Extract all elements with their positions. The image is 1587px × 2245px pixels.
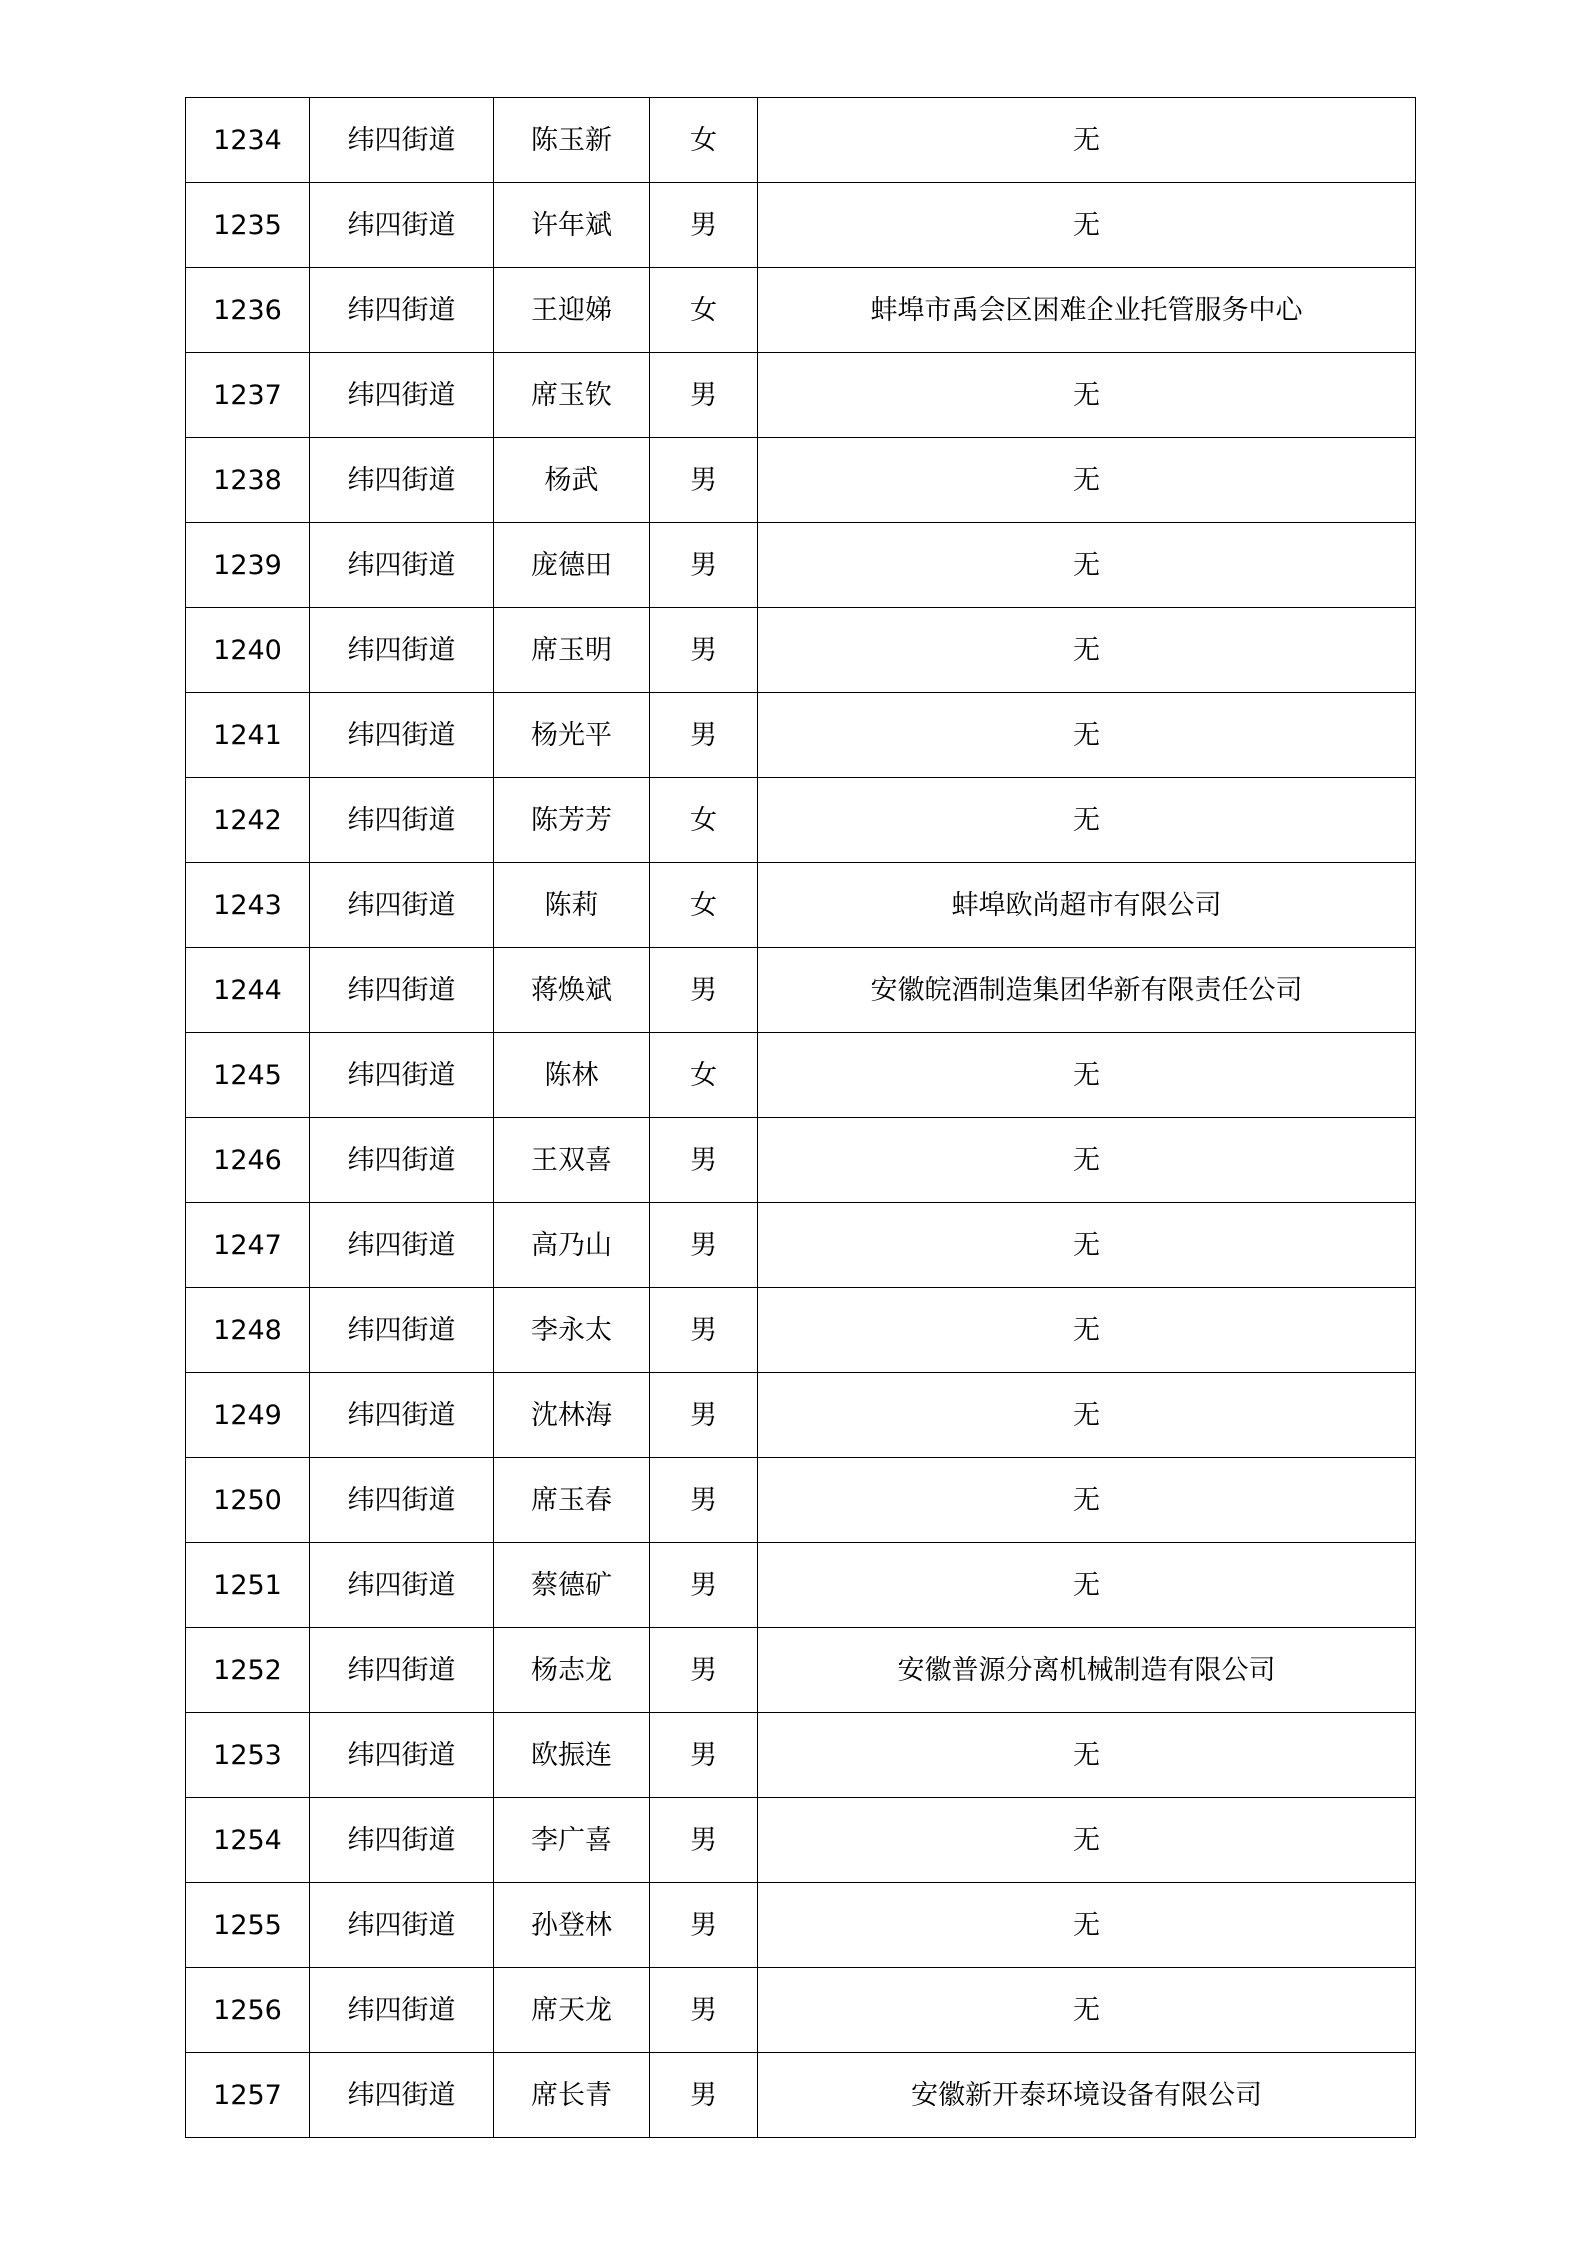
street-cell: 纬四街道 (310, 778, 494, 863)
gender-cell: 男 (650, 1373, 758, 1458)
name-cell: 席玉钦 (494, 353, 650, 438)
name-cell: 蔡德矿 (494, 1543, 650, 1628)
name-cell: 李永太 (494, 1288, 650, 1373)
employer-cell: 无 (758, 1288, 1416, 1373)
row-number-cell: 1237 (186, 353, 310, 438)
table-row (186, 1628, 1416, 1713)
row-number-cell: 1246 (186, 1118, 310, 1203)
table-row (186, 1033, 1416, 1118)
street-cell: 纬四街道 (310, 608, 494, 693)
gender-cell: 男 (650, 693, 758, 778)
table-row (186, 1458, 1416, 1543)
gender-cell: 男 (650, 1628, 758, 1713)
employer-cell: 无 (758, 1373, 1416, 1458)
street-cell: 纬四街道 (310, 693, 494, 778)
table-row (186, 268, 1416, 353)
row-number-cell: 1253 (186, 1713, 310, 1798)
table-row (186, 1288, 1416, 1373)
name-cell: 庞德田 (494, 523, 650, 608)
employer-cell: 无 (758, 778, 1416, 863)
gender-cell: 男 (650, 353, 758, 438)
street-cell: 纬四街道 (310, 1628, 494, 1713)
gender-cell: 男 (650, 183, 758, 268)
street-cell: 纬四街道 (310, 2053, 494, 2138)
name-cell: 席长青 (494, 2053, 650, 2138)
name-cell: 陈芳芳 (494, 778, 650, 863)
table-row (186, 693, 1416, 778)
street-cell: 纬四街道 (310, 438, 494, 523)
gender-cell: 女 (650, 1033, 758, 1118)
roster-table-body (186, 98, 1416, 2138)
table-row (186, 1203, 1416, 1288)
name-cell: 席玉明 (494, 608, 650, 693)
employer-cell: 无 (758, 183, 1416, 268)
table-row (186, 778, 1416, 863)
table-row (186, 948, 1416, 1033)
gender-cell: 男 (650, 1968, 758, 2053)
gender-cell: 男 (650, 1118, 758, 1203)
row-number-cell: 1239 (186, 523, 310, 608)
table-row (186, 863, 1416, 948)
street-cell: 纬四街道 (310, 183, 494, 268)
row-number-cell: 1245 (186, 1033, 310, 1118)
gender-cell: 男 (650, 1203, 758, 1288)
street-cell: 纬四街道 (310, 1373, 494, 1458)
employer-cell: 无 (758, 438, 1416, 523)
table-row (186, 1713, 1416, 1798)
street-cell: 纬四街道 (310, 1458, 494, 1543)
gender-cell: 女 (650, 268, 758, 353)
name-cell: 李广喜 (494, 1798, 650, 1883)
street-cell: 纬四街道 (310, 1883, 494, 1968)
employer-cell: 安徽普源分离机械制造有限公司 (758, 1628, 1416, 1713)
name-cell: 杨光平 (494, 693, 650, 778)
street-cell: 纬四街道 (310, 1118, 494, 1203)
gender-cell: 女 (650, 778, 758, 863)
gender-cell: 男 (650, 608, 758, 693)
table-row (186, 1373, 1416, 1458)
street-cell: 纬四街道 (310, 523, 494, 608)
row-number-cell: 1236 (186, 268, 310, 353)
street-cell: 纬四街道 (310, 863, 494, 948)
gender-cell: 男 (650, 948, 758, 1033)
row-number-cell: 1241 (186, 693, 310, 778)
row-number-cell: 1235 (186, 183, 310, 268)
employer-cell: 安徽新开泰环境设备有限公司 (758, 2053, 1416, 2138)
street-cell: 纬四街道 (310, 1713, 494, 1798)
name-cell: 高乃山 (494, 1203, 650, 1288)
employer-cell: 无 (758, 1118, 1416, 1203)
name-cell: 陈林 (494, 1033, 650, 1118)
street-cell: 纬四街道 (310, 1968, 494, 2053)
row-number-cell: 1257 (186, 2053, 310, 2138)
row-number-cell: 1238 (186, 438, 310, 523)
row-number-cell: 1251 (186, 1543, 310, 1628)
gender-cell: 女 (650, 98, 758, 183)
street-cell: 纬四街道 (310, 353, 494, 438)
table-row (186, 183, 1416, 268)
table-row (186, 1543, 1416, 1628)
employer-cell: 无 (758, 523, 1416, 608)
street-cell: 纬四街道 (310, 98, 494, 183)
employer-cell: 无 (758, 1033, 1416, 1118)
name-cell: 杨武 (494, 438, 650, 523)
employer-cell: 安徽皖酒制造集团华新有限责任公司 (758, 948, 1416, 1033)
name-cell: 王迎娣 (494, 268, 650, 353)
row-number-cell: 1234 (186, 98, 310, 183)
gender-cell: 男 (650, 2053, 758, 2138)
row-number-cell: 1256 (186, 1968, 310, 2053)
row-number-cell: 1244 (186, 948, 310, 1033)
row-number-cell: 1247 (186, 1203, 310, 1288)
name-cell: 席天龙 (494, 1968, 650, 2053)
row-number-cell: 1242 (186, 778, 310, 863)
name-cell: 沈林海 (494, 1373, 650, 1458)
gender-cell: 女 (650, 863, 758, 948)
name-cell: 陈玉新 (494, 98, 650, 183)
table-row (186, 98, 1416, 183)
name-cell: 欧振连 (494, 1713, 650, 1798)
table-row (186, 1883, 1416, 1968)
street-cell: 纬四街道 (310, 1543, 494, 1628)
roster-table (185, 97, 1416, 2138)
employer-cell: 无 (758, 1543, 1416, 1628)
employer-cell: 无 (758, 98, 1416, 183)
street-cell: 纬四街道 (310, 1033, 494, 1118)
employer-cell: 蚌埠市禹会区困难企业托管服务中心 (758, 268, 1416, 353)
row-number-cell: 1243 (186, 863, 310, 948)
employer-cell: 无 (758, 1883, 1416, 1968)
row-number-cell: 1248 (186, 1288, 310, 1373)
row-number-cell: 1252 (186, 1628, 310, 1713)
table-row (186, 438, 1416, 523)
name-cell: 陈莉 (494, 863, 650, 948)
street-cell: 纬四街道 (310, 1288, 494, 1373)
street-cell: 纬四街道 (310, 1203, 494, 1288)
name-cell: 蒋焕斌 (494, 948, 650, 1033)
gender-cell: 男 (650, 438, 758, 523)
table-row (186, 1968, 1416, 2053)
gender-cell: 男 (650, 523, 758, 608)
gender-cell: 男 (650, 1713, 758, 1798)
name-cell: 席玉春 (494, 1458, 650, 1543)
employer-cell: 无 (758, 1798, 1416, 1883)
table-row (186, 1118, 1416, 1203)
name-cell: 王双喜 (494, 1118, 650, 1203)
employer-cell: 无 (758, 1458, 1416, 1543)
employer-cell: 无 (758, 1968, 1416, 2053)
employer-cell: 无 (758, 608, 1416, 693)
employer-cell: 蚌埠欧尚超市有限公司 (758, 863, 1416, 948)
row-number-cell: 1250 (186, 1458, 310, 1543)
employer-cell: 无 (758, 353, 1416, 438)
street-cell: 纬四街道 (310, 268, 494, 353)
row-number-cell: 1240 (186, 608, 310, 693)
row-number-cell: 1254 (186, 1798, 310, 1883)
street-cell: 纬四街道 (310, 948, 494, 1033)
table-row (186, 353, 1416, 438)
table-row (186, 523, 1416, 608)
gender-cell: 男 (650, 1288, 758, 1373)
row-number-cell: 1249 (186, 1373, 310, 1458)
gender-cell: 男 (650, 1458, 758, 1543)
name-cell: 孙登林 (494, 1883, 650, 1968)
street-cell: 纬四街道 (310, 1798, 494, 1883)
name-cell: 许年斌 (494, 183, 650, 268)
employer-cell: 无 (758, 1203, 1416, 1288)
employer-cell: 无 (758, 1713, 1416, 1798)
row-number-cell: 1255 (186, 1883, 310, 1968)
gender-cell: 男 (650, 1798, 758, 1883)
gender-cell: 男 (650, 1543, 758, 1628)
table-row (186, 608, 1416, 693)
gender-cell: 男 (650, 1883, 758, 1968)
table-row (186, 2053, 1416, 2138)
name-cell: 杨志龙 (494, 1628, 650, 1713)
table-row (186, 1798, 1416, 1883)
employer-cell: 无 (758, 693, 1416, 778)
